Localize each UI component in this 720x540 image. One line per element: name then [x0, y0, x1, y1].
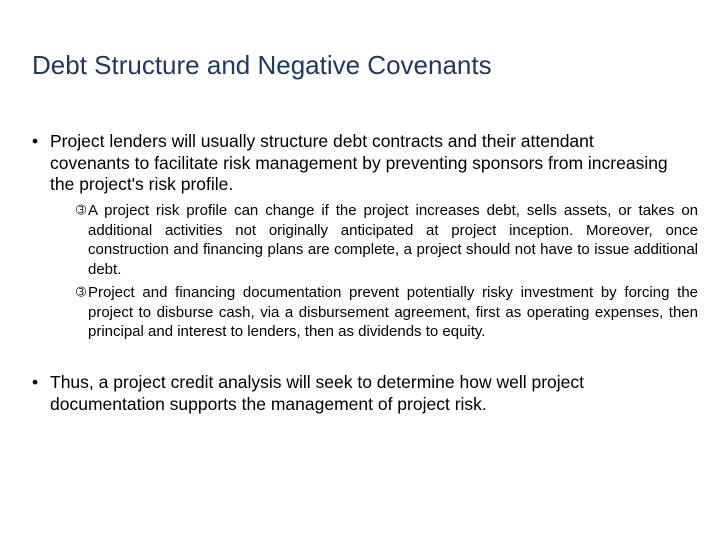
bullet-marker: • — [32, 372, 39, 392]
bullet-item — [32, 372, 672, 415]
sub-bullet-text: A project risk profile can change if the project increases debt, sells assets, or takes on additional activities not originally anticipated at project inception. Moreover, once construction and financing plans are complete, a project should not have to issue additional debt. — [88, 202, 698, 278]
bullet-text: Thus, a project credit analysis will seek to determine how well project documentation supports the management of project risk. — [50, 372, 584, 414]
bullet-item — [32, 131, 672, 196]
sub-bullet-item — [76, 201, 698, 279]
arrow-bullet-icon: ➂ — [76, 285, 87, 299]
slide-title: Debt Structure and Negative Covenants — [32, 50, 492, 80]
sub-bullet-item — [76, 283, 698, 342]
bullet-marker: • — [32, 131, 39, 151]
sub-bullet-text: Project and financing documentation prevent potentially risky investment by forcing the project to disburse cash, via a disbursement agreement, first as operating expenses, then principal and interest to lenders, then as dividends to equity. — [88, 284, 698, 340]
arrow-bullet-icon: ➂ — [76, 203, 87, 217]
bullet-text: Project lenders will usually structure debt contracts and their attendant covenants to facilitate risk management by preventing sponsors from increasing the project's risk profile. — [50, 131, 668, 194]
